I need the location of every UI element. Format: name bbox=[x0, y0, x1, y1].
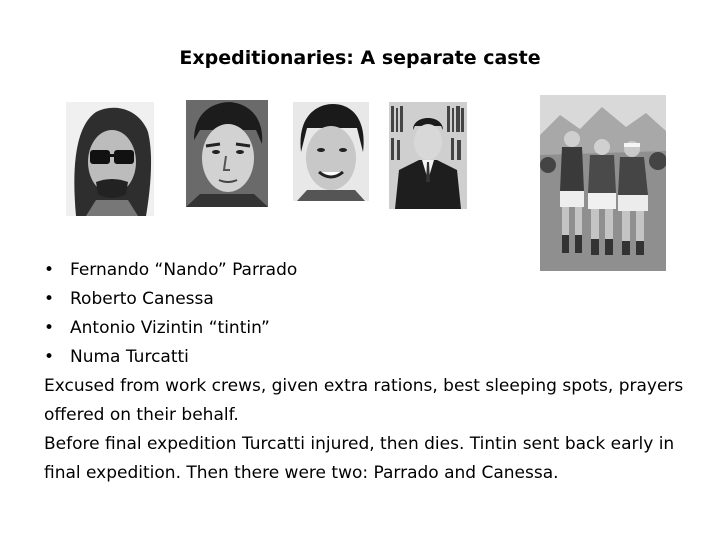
portrait-photo-2 bbox=[186, 100, 268, 207]
portrait-photo-3 bbox=[293, 102, 369, 201]
bullet-item bbox=[44, 314, 684, 343]
bullet-item bbox=[44, 256, 684, 285]
slide-body bbox=[44, 256, 684, 488]
bullet-text-parrado: Fernando “Nando” Parrado bbox=[70, 260, 298, 280]
bullet-dot: • bbox=[44, 347, 55, 367]
portrait-photo-1 bbox=[66, 102, 154, 216]
bullet-item bbox=[44, 285, 684, 314]
bullet-dot: • bbox=[44, 289, 55, 309]
bullet-item bbox=[44, 343, 684, 372]
bullet-text-canessa: Roberto Canessa bbox=[70, 289, 214, 309]
paragraph-privileges: Excused from work crews, given extra rations, best sleeping spots, prayers offered on their behalf. bbox=[44, 376, 684, 425]
bullet-text-vizintin: Antonio Vizintin “tintin” bbox=[70, 318, 270, 338]
portrait-photo-4 bbox=[389, 102, 467, 209]
bullet-dot: • bbox=[44, 318, 55, 338]
bullet-dot: • bbox=[44, 260, 55, 280]
slide-title: Expeditionaries: A separate caste bbox=[179, 47, 541, 69]
rugby-team-photo bbox=[540, 95, 666, 271]
bullet-text-turcatti: Numa Turcatti bbox=[70, 347, 189, 367]
paragraph-final-expedition: Before final expedition Turcatti injured, then dies. Tintin sent back early in final expedition. Then there were two: Parrado and Canessa. bbox=[44, 434, 675, 483]
